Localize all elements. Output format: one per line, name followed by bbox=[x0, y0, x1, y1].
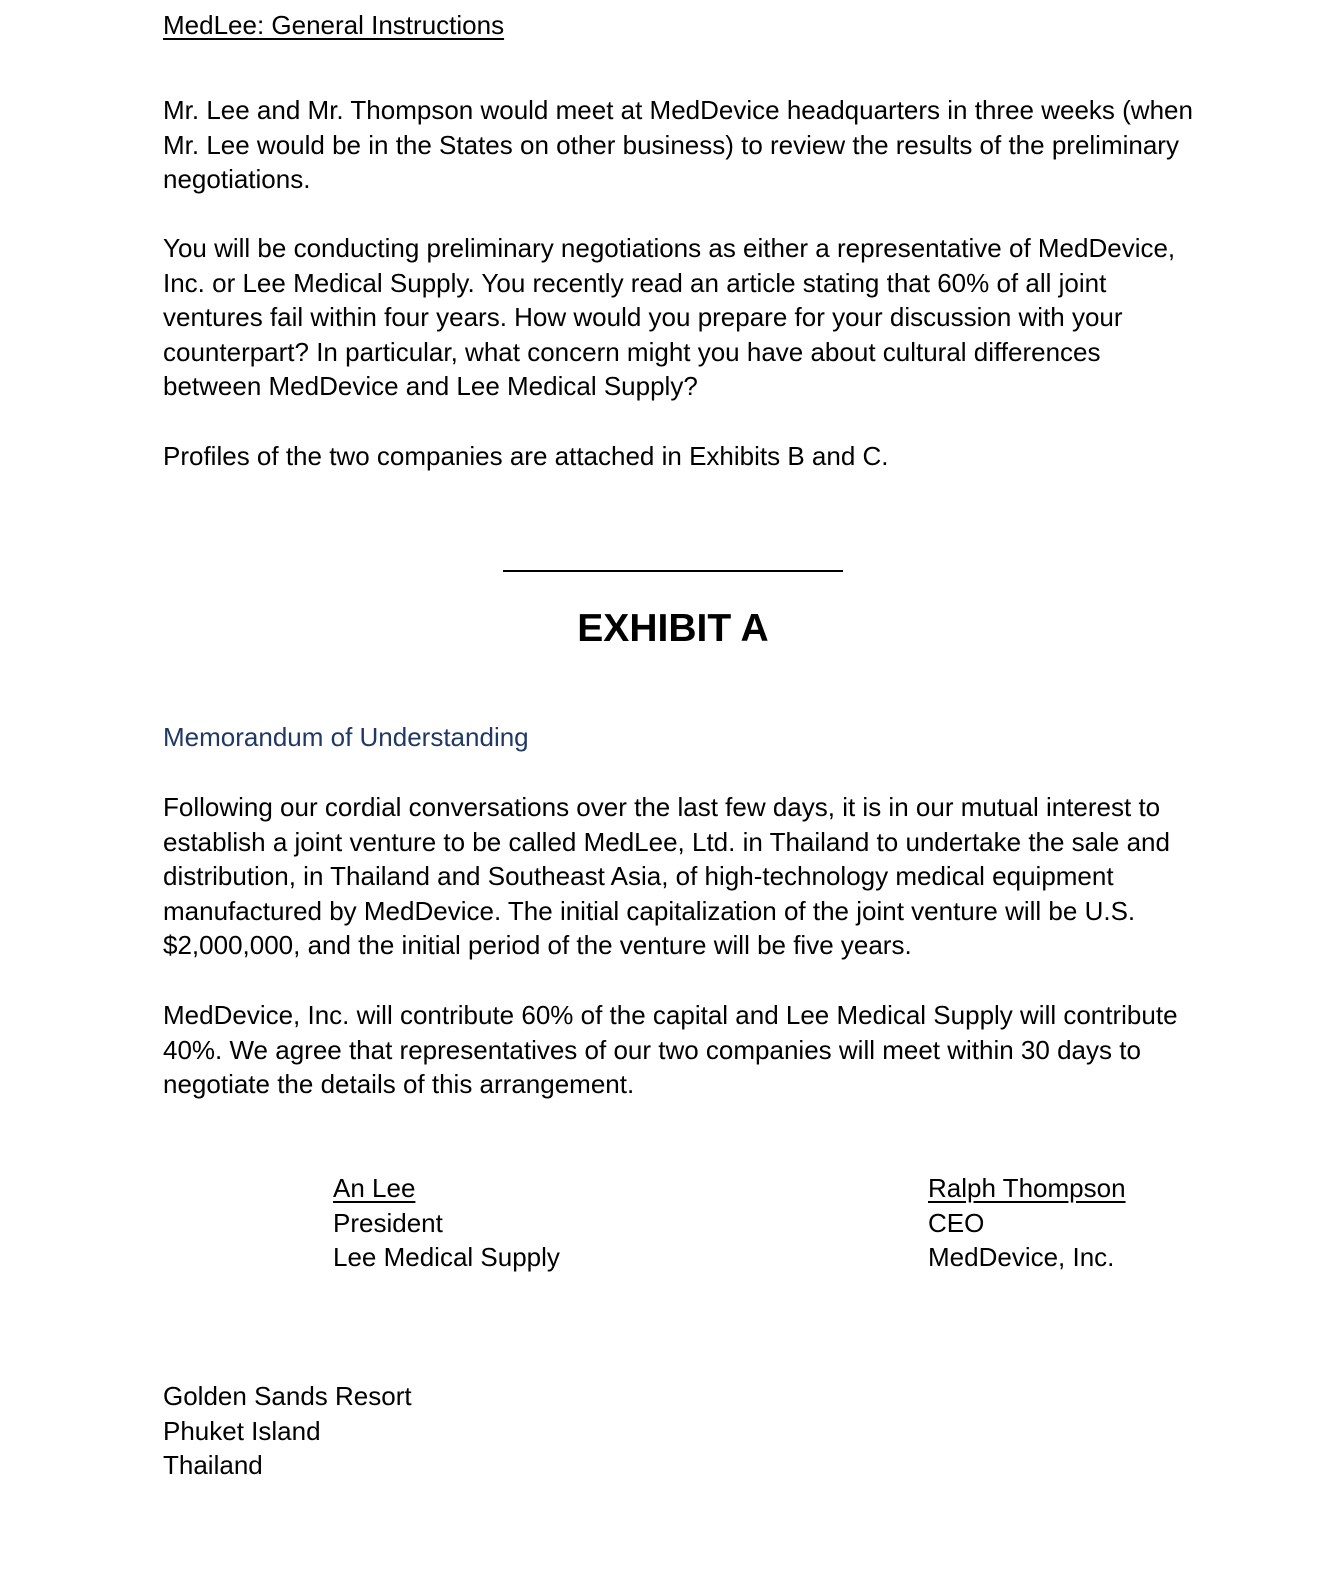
signatory-company: Lee Medical Supply bbox=[333, 1242, 560, 1272]
signatory-name: An Lee bbox=[333, 1173, 416, 1203]
document-page bbox=[163, 0, 1193, 1592]
signatory-company: MedDevice, Inc. bbox=[928, 1242, 1115, 1272]
memo-heading: Memorandum of Understanding bbox=[163, 722, 529, 752]
memo-paragraph: MedDevice, Inc. will contribute 60% of the capital and Lee Medical Supply will contribute 40%. We agree that representatives of our two companies will meet within 30 days to negotiate the details of this arrangement. bbox=[163, 1000, 1178, 1099]
memo-paragraph: Following our cordial conversations over the last few days, it is in our mutual interest to establish a joint venture to be called MedLee, Ltd. in Thailand to undertake the sale and distribution, in Thailand and Southeast Asia, of high-technology medical equipment manufactured by MedDevice. The initial capitalization of the joint venture will be U.S. $2,000,000, and the initial period of the venture will be five years. bbox=[163, 792, 1170, 960]
instruction-paragraph: You will be conducting preliminary negotiations as either a representative of MedDevice, Inc. or Lee Medical Supply. You recently read an article stating that 60% of all joint ventures fail within four years. How would you prepare for your discussion with your counterpart? In particular, what concern might you have about cultural differences between MedDevice and Lee Medical Supply? bbox=[163, 233, 1176, 401]
location-line: Phuket Island bbox=[163, 1415, 321, 1446]
document-title: MedLee: General Instructions bbox=[163, 10, 505, 40]
signatory-title: CEO bbox=[928, 1207, 985, 1238]
instruction-paragraph: Mr. Lee and Mr. Thompson would meet at MedDevice headquarters in three weeks (when Mr. Lee would be in the States on other business) to review the results of the preliminary negotiations. bbox=[163, 95, 1193, 194]
signature-block-lee bbox=[333, 1171, 560, 1275]
instruction-paragraph: Profiles of the two companies are attached in Exhibits B and C. bbox=[163, 441, 889, 471]
location-line: Thailand bbox=[163, 1450, 263, 1480]
section-divider bbox=[503, 570, 843, 572]
signature-block-thompson bbox=[928, 1171, 1126, 1275]
signatory-title: President bbox=[333, 1207, 443, 1238]
location-line: Golden Sands Resort bbox=[163, 1381, 412, 1411]
exhibit-heading: EXHIBIT A bbox=[577, 607, 769, 650]
signatory-name: Ralph Thompson bbox=[928, 1173, 1126, 1203]
signing-location bbox=[163, 1379, 412, 1483]
